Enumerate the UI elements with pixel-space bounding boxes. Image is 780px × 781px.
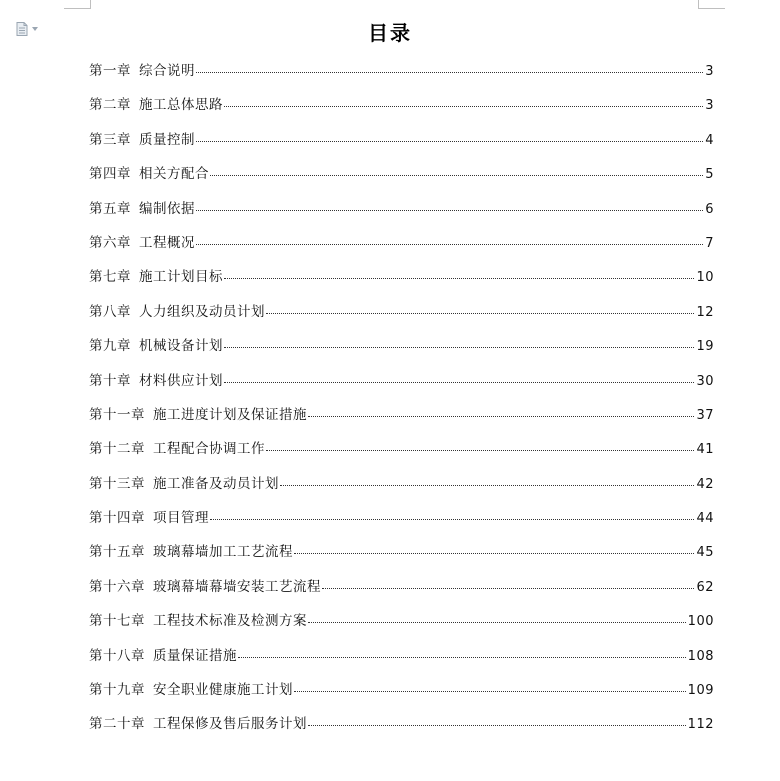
toc-dot-leader (308, 724, 686, 726)
toc-chapter-number: 第十二章 (89, 441, 145, 458)
toc-page-number: 5 (705, 167, 714, 183)
toc-page-number: 3 (705, 64, 714, 79)
toc-entry[interactable] (89, 161, 714, 195)
toc-dot-leader (238, 656, 686, 658)
toc-chapter-number: 第八章 (89, 303, 131, 320)
toc-entry[interactable] (89, 608, 714, 642)
toc-chapter-title: 工程技术标准及检测方案 (153, 613, 307, 630)
toc-chapter-title: 施工计划目标 (139, 269, 223, 286)
toc-entry[interactable] (89, 333, 714, 367)
toc-page-number: 19 (696, 339, 714, 355)
toc-page-number: 12 (696, 304, 714, 320)
toc-chapter-title: 施工准备及动员计划 (153, 475, 279, 492)
toc-chapter-title: 机械设备计划 (139, 338, 223, 355)
toc-dot-leader (210, 174, 703, 176)
toc-entry[interactable] (89, 127, 714, 161)
toc-entry[interactable] (89, 711, 714, 745)
toc-chapter-number: 第一章 (89, 63, 131, 79)
toc-chapter-number: 第十四章 (89, 510, 145, 527)
toc-page-number: 108 (687, 648, 714, 664)
toc-dot-leader (308, 621, 686, 623)
toc-dot-leader (210, 518, 694, 520)
toc-entry[interactable] (89, 58, 714, 92)
toc-chapter-number: 第二十章 (89, 716, 145, 733)
page-margin-corner-right (698, 0, 725, 9)
toc-dot-leader (266, 449, 694, 451)
toc-dot-leader (224, 277, 694, 279)
toc-chapter-number: 第十一章 (89, 406, 145, 423)
toc-entry[interactable] (89, 402, 714, 436)
toc-entry[interactable] (89, 471, 714, 505)
toc-chapter-title: 施工总体思路 (139, 97, 223, 114)
toc-chapter-number: 第四章 (89, 166, 131, 183)
toc-chapter-number: 第三章 (89, 131, 131, 148)
toc-chapter-number: 第十九章 (89, 682, 145, 699)
toc-chapter-number: 第七章 (89, 269, 131, 286)
toc-chapter-title: 综合说明 (139, 63, 195, 79)
toc-page-number: 30 (696, 373, 714, 389)
toc-page-number: 7 (705, 235, 714, 251)
toc-dot-leader (196, 209, 703, 211)
toc-chapter-number: 第十八章 (89, 647, 145, 664)
toc-page-number: 3 (705, 98, 714, 114)
toc-dot-leader (224, 381, 694, 383)
toc-dot-leader (196, 140, 703, 142)
toc-chapter-number: 第五章 (89, 200, 131, 217)
toc-entry[interactable] (89, 92, 714, 126)
toc-entry[interactable] (89, 264, 714, 298)
page-margin-corner-left (64, 0, 91, 9)
toc-chapter-title: 玻璃幕墙幕墙安装工艺流程 (153, 578, 321, 595)
toc-entry[interactable] (89, 539, 714, 573)
toc-page-number: 6 (705, 201, 714, 217)
toc-chapter-title: 玻璃幕墙加工工艺流程 (153, 544, 293, 561)
toc-entry[interactable] (89, 574, 714, 608)
toc-entry[interactable] (89, 230, 714, 264)
toc-dot-leader (196, 243, 703, 245)
toc-chapter-number: 第二章 (89, 97, 131, 114)
toc-chapter-title: 编制依据 (139, 200, 195, 217)
toc-page-number: 37 (696, 407, 714, 423)
toc-page-number: 45 (696, 545, 714, 561)
toc-page-number: 62 (696, 579, 714, 595)
toc-chapter-title: 材料供应计划 (139, 372, 223, 389)
toc-page-number: 112 (687, 717, 714, 733)
toc-chapter-number: 第十章 (89, 372, 131, 389)
toc-page-number: 109 (687, 683, 714, 699)
toc-chapter-title: 项目管理 (153, 510, 209, 527)
toc-page-number: 42 (696, 476, 714, 492)
toc-entry[interactable] (89, 368, 714, 402)
toc-chapter-title: 相关方配合 (139, 166, 209, 183)
toc-entry[interactable] (89, 436, 714, 470)
toc-chapter-title: 工程保修及售后服务计划 (153, 716, 307, 733)
toc-chapter-number: 第十三章 (89, 475, 145, 492)
toc-entry[interactable] (89, 677, 714, 711)
toc-dot-leader (280, 484, 694, 486)
toc-dot-leader (224, 105, 703, 107)
toc-page-number: 41 (696, 442, 714, 458)
toc-dot-leader (196, 71, 703, 73)
toc-entry[interactable] (89, 299, 714, 333)
toc-page-number: 44 (696, 511, 714, 527)
toc-chapter-title: 安全职业健康施工计划 (153, 682, 293, 699)
toc-dot-leader (266, 312, 694, 314)
toc-dot-leader (224, 346, 694, 348)
toc-dot-leader (294, 690, 686, 692)
toc-entry[interactable] (89, 505, 714, 539)
toc-page-number: 100 (687, 614, 714, 630)
toc-chapter-number: 第十六章 (89, 578, 145, 595)
toc-page-number: 10 (696, 270, 714, 286)
toc-chapter-number: 第十五章 (89, 544, 145, 561)
toc-chapter-number: 第十七章 (89, 613, 145, 630)
toc-dot-leader (322, 587, 694, 589)
toc-dot-leader (308, 415, 694, 417)
toc-chapter-title: 质量保证措施 (153, 647, 237, 664)
toc-chapter-number: 第九章 (89, 338, 131, 355)
toc-entry[interactable] (89, 196, 714, 230)
toc-entry[interactable] (89, 643, 714, 677)
toc-chapter-title: 工程概况 (139, 234, 195, 251)
toc-page-number: 4 (705, 132, 714, 148)
toc-chapter-title: 施工进度计划及保证措施 (153, 406, 307, 423)
toc-chapter-number: 第六章 (89, 234, 131, 251)
toc-dot-leader (294, 552, 694, 554)
page-title: 目录 (368, 21, 412, 45)
toc-chapter-title: 人力组织及动员计划 (139, 303, 265, 320)
toc-chapter-title: 质量控制 (139, 131, 195, 148)
toc-chapter-title: 工程配合协调工作 (153, 441, 265, 458)
toc-list (89, 58, 714, 746)
